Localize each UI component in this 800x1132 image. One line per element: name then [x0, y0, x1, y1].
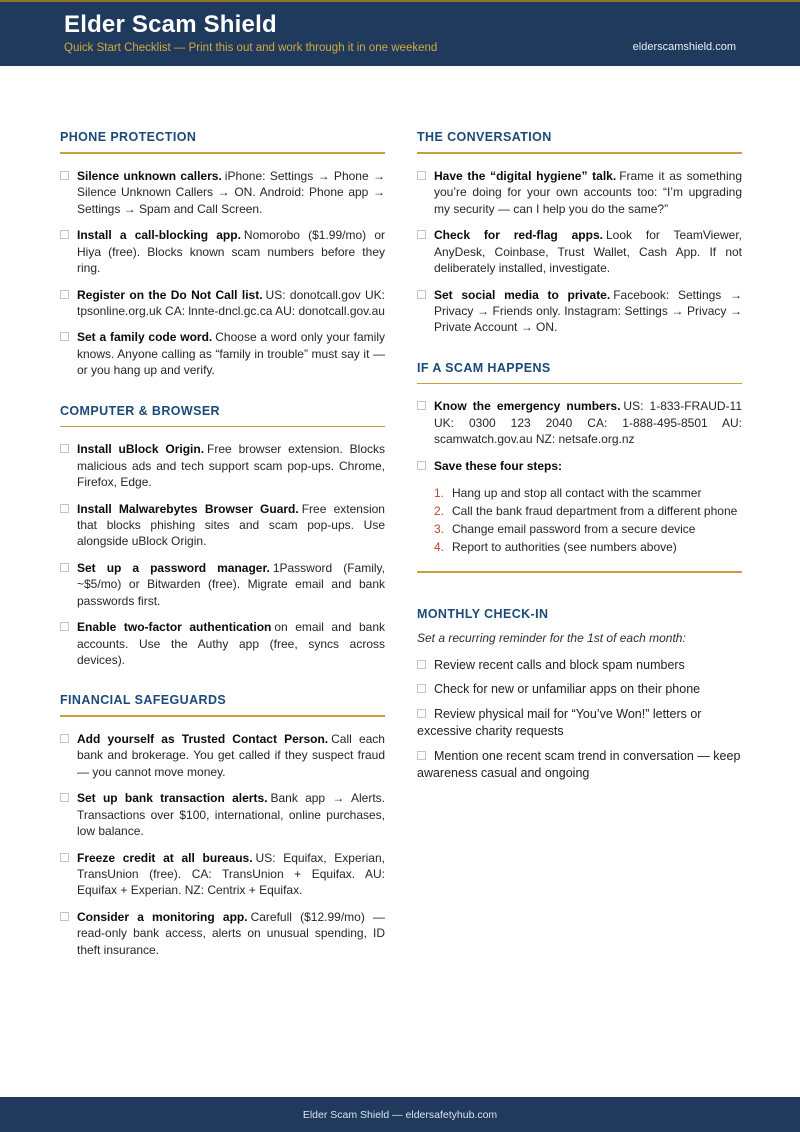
- checklist-item: [60, 909, 385, 958]
- checklist-item: [60, 619, 385, 668]
- item-lead: Install a call-blocking app.: [77, 228, 241, 243]
- item-body: US: donotcall.gov UK: tpsonline.org.uk CA: lnnte-dncl.gc.ca AU: donotcall.gov.au: [77, 287, 385, 318]
- step-number: 4.: [434, 540, 445, 555]
- monthly-checklist-item: [417, 748, 742, 783]
- section-financial-safeguards: [60, 693, 385, 958]
- checkbox[interactable]: [60, 290, 69, 299]
- checklist-item: [60, 227, 385, 276]
- checklist-item: [60, 560, 385, 609]
- item-body: Review recent calls and block spam numbers: [434, 657, 685, 672]
- item-lead: Freeze credit at all bureaus.: [77, 850, 253, 865]
- step-text: Hang up and stop all contact with the scammer: [452, 486, 702, 501]
- item-lead: Register on the Do Not Call list.: [77, 287, 263, 302]
- gold-rule: [417, 152, 742, 154]
- item-body: 1Password (Family, ~$5/mo) or Bitwarden (free). Migrate email and bank passwords first.: [77, 560, 385, 608]
- item-lead: Enable two-factor authentication: [77, 620, 272, 635]
- item-body: Mention one recent scam trend in conversation — keep awareness casual and ongoing: [417, 748, 741, 781]
- checklist-item: [60, 790, 385, 839]
- step-number: 3.: [434, 522, 445, 537]
- step-item: [434, 538, 742, 556]
- checkbox[interactable]: [60, 622, 69, 631]
- item-body: Frame it as something you’re doing for your own accounts too: “I’m upgrading my security — can I help you do the same?”: [434, 168, 742, 216]
- checkbox[interactable]: [60, 912, 69, 921]
- section-heading: PHONE PROTECTION: [60, 130, 197, 145]
- item-lead: Silence unknown callers.: [77, 168, 222, 183]
- checkbox[interactable]: [60, 171, 69, 180]
- checkbox[interactable]: [417, 171, 426, 180]
- section-computer-browser: [60, 404, 385, 669]
- item-lead: Have the “digital hygiene” talk.: [434, 168, 617, 183]
- checkbox[interactable]: [60, 734, 69, 743]
- checklist-item: [417, 227, 742, 276]
- item-body: Facebook: Settings → Privacy → Friends only. Instagram: Settings → Privacy → Private Account → ON.: [434, 287, 742, 335]
- checklist-item: [417, 458, 742, 474]
- gold-rule: [60, 715, 385, 717]
- checkbox[interactable]: [417, 290, 426, 299]
- checkbox[interactable]: [417, 684, 426, 693]
- step-text: Call the bank fraud department from a different phone: [452, 504, 738, 519]
- section-heading: THE CONVERSATION: [417, 130, 552, 145]
- step-text: Report to authorities (see numbers above): [452, 540, 677, 555]
- checklist-item: [417, 168, 742, 217]
- step-item: [434, 520, 742, 538]
- item-lead: Install Malwarebytes Browser Guard.: [77, 501, 299, 516]
- item-lead: Know the emergency numbers.: [434, 399, 621, 414]
- section-heading: MONTHLY CHECK-IN: [417, 606, 549, 621]
- checkbox[interactable]: [60, 504, 69, 513]
- item-body: US: Equifax, Experian, TransUnion (free). CA: TransUnion + Equifax. AU: Equifax + Experian. NZ: Centrix + Equifax.: [77, 850, 385, 898]
- right-column: [417, 130, 742, 1097]
- checkbox[interactable]: [60, 793, 69, 802]
- item-lead: Consider a monitoring app.: [77, 909, 248, 924]
- page-subtitle: Quick Start Checklist — Print this out and work through it in one weekend: [64, 41, 438, 54]
- section-phone-protection: [60, 130, 385, 378]
- item-lead: Install uBlock Origin.: [77, 442, 205, 457]
- footer-text: Elder Scam Shield — eldersafetyhub.com: [302, 1108, 498, 1121]
- item-body: Nomorobo ($1.99/mo) or Hiya (free). Blocks known scam numbers before they ring.: [77, 228, 386, 276]
- step-number: 2.: [434, 504, 445, 519]
- item-body: on email and bank accounts. Use the Authy app (free, syncs across devices).: [77, 620, 385, 668]
- item-lead: Add yourself as Trusted Contact Person.: [77, 731, 329, 746]
- monthly-checklist-item: [417, 681, 742, 699]
- section-the-conversation: [417, 130, 742, 335]
- item-body: Choose a word only your family knows. Anyone calling as “family in trouble” must say it — or you hang up and verify.: [77, 330, 385, 378]
- item-body: iPhone: Settings → Phone → Silence Unknown Callers → ON. Android: Phone app → Settings → Spam and Call Screen.: [77, 168, 385, 216]
- checklist-item: [60, 731, 385, 780]
- item-body: Bank app → Alerts. Transactions over $100, international, online purchases, low balance.: [77, 791, 385, 839]
- item-body: US: 1-833-FRAUD-11 UK: 0300 123 2040 CA: 1-888-495-8501 AU: scamwatch.gov.au NZ: netsafe.org.nz: [434, 399, 743, 447]
- item-lead: Set social media to private.: [434, 287, 611, 302]
- checkbox[interactable]: [60, 230, 69, 239]
- step-text: Change email password from a secure device: [452, 522, 696, 537]
- checklist-item: [417, 287, 742, 336]
- page-title: Elder Scam Shield: [64, 11, 277, 38]
- item-lead: Check for red-flag apps.: [434, 228, 603, 243]
- item-body: Look for TeamViewer, AnyDesk, Coinbase, Trust Wallet, Cash App. If not deliberately installed, investigate.: [434, 228, 742, 276]
- item-lead: Set up a password manager.: [77, 560, 270, 575]
- page-footer: [0, 1097, 800, 1132]
- gold-rule: [417, 383, 742, 385]
- section-heading: FINANCIAL SAFEGUARDS: [60, 693, 227, 708]
- item-lead: Set up bank transaction alerts.: [77, 791, 268, 806]
- checkbox[interactable]: [417, 660, 426, 669]
- gold-rule: [60, 152, 385, 154]
- step-item: [434, 484, 742, 502]
- checklist-item: [60, 501, 385, 550]
- checklist-item: [60, 850, 385, 899]
- item-body: Free extension that blocks phishing sites and scam pop-ups. Use alongside uBlock Origin.: [77, 501, 385, 549]
- section-heading: COMPUTER & BROWSER: [60, 403, 220, 418]
- gold-divider: [417, 571, 742, 573]
- checkbox[interactable]: [60, 563, 69, 572]
- checkbox[interactable]: [417, 709, 426, 718]
- step-item: [434, 502, 742, 520]
- checklist-item: [417, 398, 742, 447]
- gold-rule: [60, 426, 385, 428]
- item-body: Check for new or unfamiliar apps on their phone: [434, 682, 701, 697]
- section-if-a-scam-happens: [417, 361, 742, 573]
- page-header: [0, 0, 800, 66]
- checklist-item: [60, 441, 385, 490]
- section-monthly-check-in: [417, 607, 742, 783]
- item-lead: Set a family code word.: [77, 330, 213, 345]
- emergency-steps-list: [434, 484, 742, 556]
- step-number: 1.: [434, 486, 445, 501]
- item-body: Call each bank and brokerage. You get called if they suspect fraud — you cannot move money.: [77, 731, 385, 779]
- monthly-intro-note: Set a recurring reminder for the 1st of each month:: [417, 630, 686, 645]
- checkbox[interactable]: [417, 230, 426, 239]
- item-body: Carefull ($12.99/mo) — read-only bank access, alerts on unusual spending, ID theft insurance.: [77, 909, 386, 957]
- item-lead: Save these four steps:: [434, 458, 563, 473]
- checkbox[interactable]: [417, 401, 426, 410]
- checkbox[interactable]: [417, 751, 426, 760]
- checklist-item: [60, 329, 385, 378]
- header-title-block: [64, 11, 437, 55]
- header-website-url: elderscamshield.com: [632, 41, 736, 54]
- monthly-checklist-item: [417, 657, 742, 675]
- checkbox[interactable]: [60, 853, 69, 862]
- checklist-item: [60, 287, 385, 320]
- checkbox[interactable]: [60, 444, 69, 453]
- item-body: Free browser extension. Blocks malicious ads and tech support scam pop-ups. Chrome, Firefox, Edge.: [77, 442, 385, 490]
- section-heading: IF A SCAM HAPPENS: [417, 360, 551, 375]
- item-body: Review physical mail for “You’ve Won!” letters or excessive charity requests: [417, 706, 702, 739]
- checklist-item: [60, 168, 385, 217]
- monthly-checklist-item: [417, 706, 742, 741]
- left-column: [60, 130, 385, 1097]
- checkbox[interactable]: [60, 332, 69, 341]
- content-area: [0, 66, 800, 1097]
- checkbox[interactable]: [417, 461, 426, 470]
